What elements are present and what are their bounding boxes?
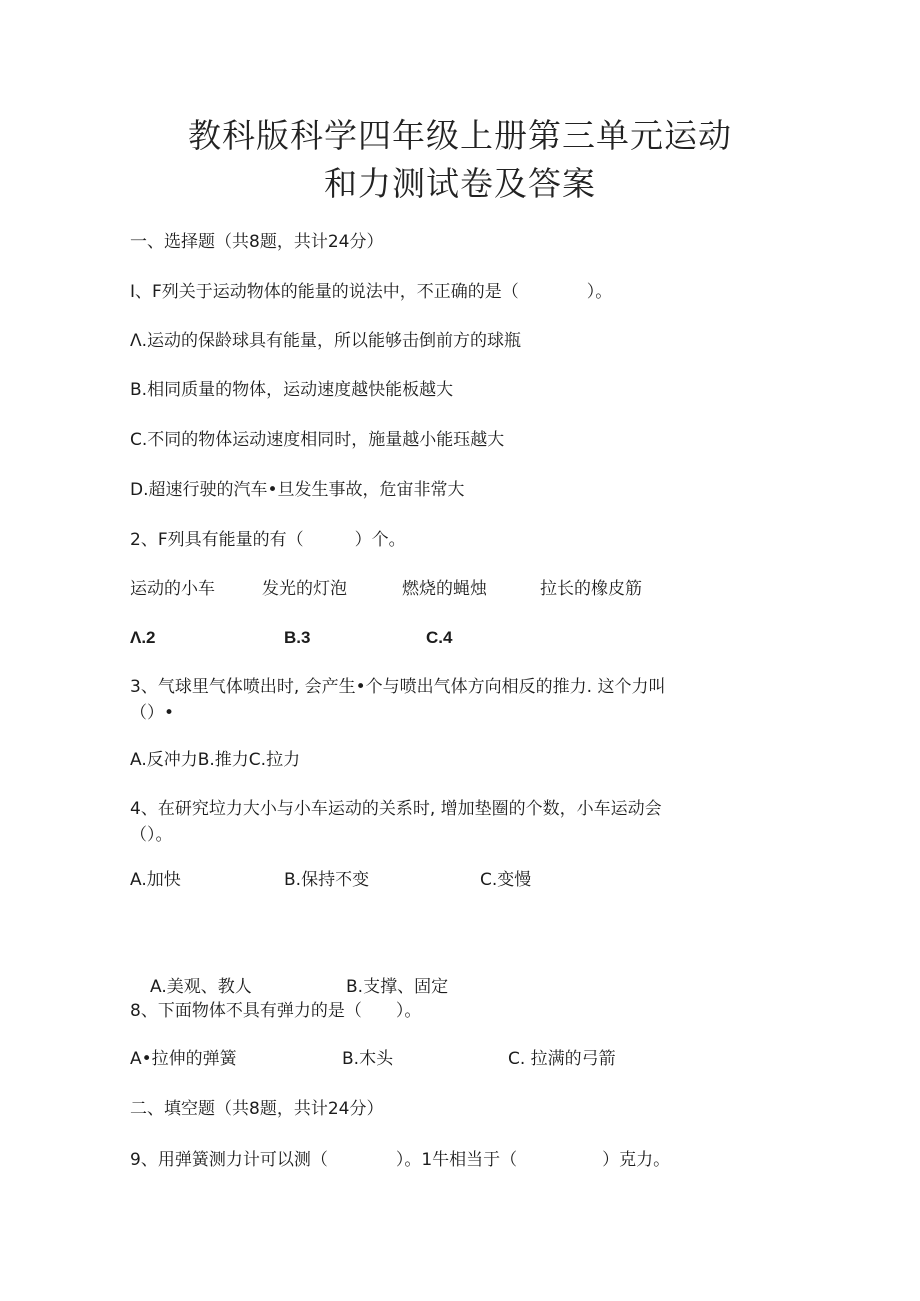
question-4-option-c: C.变慢 [480, 870, 532, 890]
question-9-stem: 9、用弹簧测力计可以测（ ）。1牛相当于（ ）克力。 [130, 1150, 671, 1170]
question-2-item: 运动的小车 [130, 579, 215, 599]
question-3-stem-line-1: 3、气球里气体喷出时, 会产生•个与喷出气体方向相反的推力. 这个力叫 [130, 677, 666, 697]
question-8-option-a: A•拉伸的弹簧 [130, 1049, 237, 1069]
question-1-option-a: Λ.运动的保龄球具有能量，所以能够击倒前方的球瓶 [130, 331, 522, 351]
section-heading-fill: 二、填空题（共8题，共计24分） [130, 1099, 384, 1119]
question-7-option-a: A.美观、教人 [150, 977, 252, 997]
doc-title-line-2: 和力测试卷及答案 [324, 164, 596, 203]
question-2-item: 拉长的橡皮筋 [540, 579, 642, 599]
section-heading-choice: 一、选择题（共8题，共计24分） [130, 232, 384, 252]
question-4-stem-line-1: 4、在研究垃力大小与小车运动的关系时, 增加垫圈的个数，小车运动会 [130, 799, 662, 819]
question-4-option-b: B.保持不变 [284, 870, 370, 890]
question-1-option-d: D.超速行驶的汽车•旦发生事故，危宙非常大 [130, 480, 465, 500]
question-1-option-c: C.不同的物体运动速度相同时，施量越小能珏越大 [130, 430, 505, 450]
question-2-item: 燃烧的蝇烛 [402, 579, 487, 599]
question-7-option-b: B.支撑、固定 [346, 977, 449, 997]
question-3-stem-line-2: （）• [130, 703, 175, 723]
question-3-options: A.反冲力B.推力C.拉力 [130, 750, 301, 770]
doc-title-line-1: 教科版科学四年级上册第三单元运动 [188, 116, 732, 155]
question-2-option-b: B.3 [284, 628, 311, 647]
question-2-option-a: Λ.2 [130, 628, 156, 647]
question-8-option-c: C. 拉满的弓箭 [508, 1049, 616, 1069]
question-4-stem-line-2: （）。 [130, 825, 173, 845]
question-4-option-a: A.加快 [130, 870, 181, 890]
question-1-option-b: B.相同质量的物体，运动速度越快能板越大 [130, 380, 454, 400]
question-2-option-c: C.4 [426, 628, 453, 647]
question-8-option-b: B.木头 [342, 1049, 394, 1069]
question-2-stem: 2、F列具有能量的有（ ）个。 [130, 530, 406, 550]
question-2-item: 发光的灯泡 [262, 579, 347, 599]
question-8-stem: 8、下面物体不具有弹力的是（ ）。 [130, 1001, 422, 1021]
question-1-stem: I、F列关于运动物体的能量的说法中，不正确的是（ ）。 [130, 282, 613, 302]
